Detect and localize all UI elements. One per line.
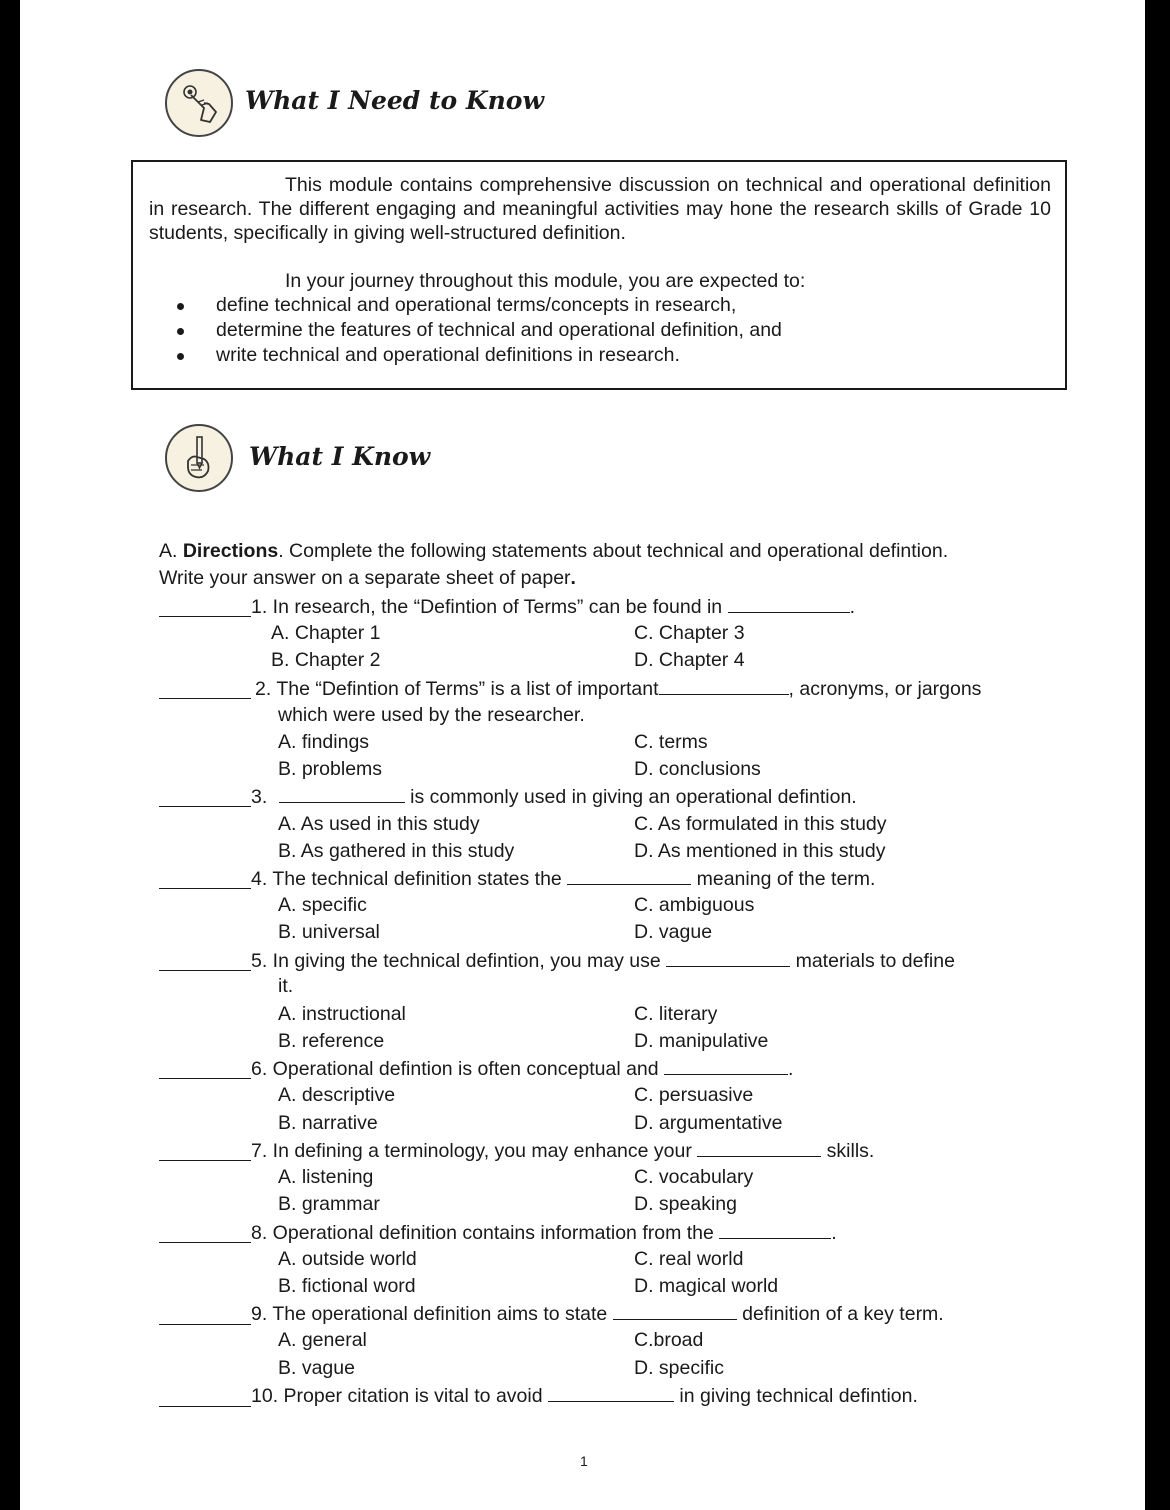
option: D. specific xyxy=(634,1357,724,1379)
fill-blank xyxy=(728,595,850,613)
option: B. fictional word xyxy=(278,1275,416,1297)
fill-blank xyxy=(279,785,405,803)
fill-blank xyxy=(666,949,790,967)
option: A. outside world xyxy=(278,1248,417,1270)
question-5-continued: it. xyxy=(278,975,294,997)
option: B. problems xyxy=(278,758,383,780)
section-title: What I Need to Know xyxy=(245,85,544,115)
hand-pencil-icon xyxy=(165,424,233,492)
answer-blank[interactable] xyxy=(159,697,251,699)
option: C. As formulated in this study xyxy=(634,813,887,835)
question-6: 6. Operational defintion is often conceptual and . xyxy=(251,1058,794,1080)
fill-blank xyxy=(664,1057,788,1075)
fill-blank xyxy=(548,1384,674,1402)
option: C. persuasive xyxy=(634,1084,754,1106)
option: A. specific xyxy=(278,894,367,916)
intro-paragraph: This module contains comprehensive discussion on technical and operational definition in research. The different engaging and meaningful activities may hone the research skills of Grade 10 students, specifically in giving well-structured definition. xyxy=(149,174,1051,244)
objective-item: define technical and operational terms/concepts in research, xyxy=(173,293,782,318)
option: C. vocabulary xyxy=(634,1166,754,1188)
option: A. As used in this study xyxy=(278,813,480,835)
option: D. Chapter 4 xyxy=(634,649,745,671)
section-title: What I Know xyxy=(249,441,431,471)
fill-blank xyxy=(567,867,691,885)
option: A. general xyxy=(278,1329,367,1351)
fill-blank xyxy=(719,1221,831,1239)
option: C. terms xyxy=(634,731,708,753)
section-header-what-i-know xyxy=(165,424,430,492)
option: A. instructional xyxy=(278,1003,406,1025)
option: B. reference xyxy=(278,1030,385,1052)
answer-blank[interactable] xyxy=(159,1405,251,1407)
question-1: 1. In research, the “Defintion of Terms” can be found in . xyxy=(251,596,855,618)
option: D. magical world xyxy=(634,1275,779,1297)
module-objectives-box xyxy=(131,160,1067,390)
answer-blank[interactable] xyxy=(159,1323,251,1325)
option: C. literary xyxy=(634,1003,718,1025)
option: A. descriptive xyxy=(278,1084,396,1106)
fill-blank xyxy=(659,677,789,695)
question-7: 7. In defining a terminology, you may enhance your skills. xyxy=(251,1140,875,1162)
answer-blank[interactable] xyxy=(159,1241,251,1243)
answer-blank[interactable] xyxy=(159,805,251,807)
option: C. real world xyxy=(634,1248,744,1270)
objective-item: determine the features of technical and operational definition, and xyxy=(173,318,782,343)
fill-blank xyxy=(613,1302,737,1320)
answer-blank[interactable] xyxy=(159,615,251,617)
directions-label: Directions xyxy=(182,540,279,562)
option: A. listening xyxy=(278,1166,374,1188)
answer-blank[interactable] xyxy=(159,1159,251,1161)
option: A. Chapter 1 xyxy=(271,622,381,644)
answer-blank[interactable] xyxy=(159,887,251,889)
answer-blank[interactable] xyxy=(159,969,251,971)
question-9: 9. The operational definition aims to state definition of a key term. xyxy=(251,1303,944,1325)
option: D. As mentioned in this study xyxy=(634,840,886,862)
option: D. speaking xyxy=(634,1193,737,1215)
expectation-text: In your journey throughout this module, you are expected to: xyxy=(285,270,806,292)
objective-item: write technical and operational definitions in research. xyxy=(173,343,782,368)
hand-pointer-icon xyxy=(165,69,233,137)
question-2-continued: which were used by the researcher. xyxy=(278,704,585,726)
question-10: 10. Proper citation is vital to avoid in giving technical defintion. xyxy=(251,1385,918,1407)
option: B. Chapter 2 xyxy=(271,649,381,671)
question-2: 2. The “Defintion of Terms” is a list of important , acronyms, or jargons xyxy=(255,678,982,700)
answer-blank[interactable] xyxy=(159,1077,251,1079)
question-4: 4. The technical definition states the meaning of the term. xyxy=(251,868,876,890)
fill-blank xyxy=(697,1139,821,1157)
option: B. universal xyxy=(278,921,380,943)
option: B. narrative xyxy=(278,1112,378,1134)
page-number: 1 xyxy=(580,1453,588,1469)
question-5: 5. In giving the technical defintion, you may use materials to define xyxy=(251,950,955,972)
option: C. Chapter 3 xyxy=(634,622,745,644)
option: C. ambiguous xyxy=(634,894,755,916)
option: B. grammar xyxy=(278,1193,380,1215)
option: B. vague xyxy=(278,1357,355,1379)
option: D. conclusions xyxy=(634,758,761,780)
option: D. argumentative xyxy=(634,1112,783,1134)
option: B. As gathered in this study xyxy=(278,840,515,862)
objectives-list xyxy=(173,293,782,368)
option: C.broad xyxy=(634,1329,704,1351)
module-page xyxy=(20,0,1145,1510)
section-header-what-i-need-to-know xyxy=(165,69,544,137)
option: D. vague xyxy=(634,921,713,943)
directions: A. Directions. Complete the following statements about technical and operational defintion. Write your answer on a separate sheet of paper. xyxy=(159,540,949,589)
question-3: 3. is commonly used in giving an operational defintion. xyxy=(251,786,857,808)
option: A. findings xyxy=(278,731,370,753)
option: D. manipulative xyxy=(634,1030,769,1052)
question-8: 8. Operational definition contains information from the . xyxy=(251,1222,837,1244)
